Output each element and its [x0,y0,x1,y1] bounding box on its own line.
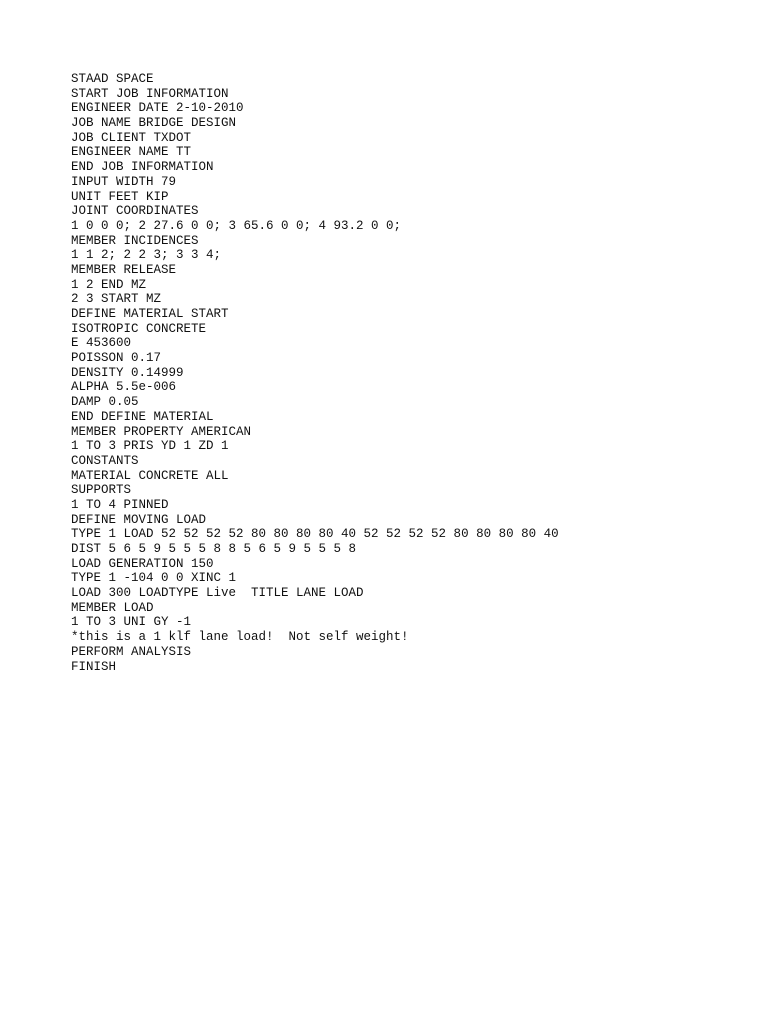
code-line: ISOTROPIC CONCRETE [71,321,207,336]
code-line: INPUT WIDTH 79 [71,174,177,189]
code-line: DEFINE MATERIAL START [71,307,229,321]
code-line: DEFINE MOVING LOAD [71,512,207,527]
code-line: 2 3 START MZ [71,292,162,307]
code-line: ALPHA 5.5e-006 [71,380,177,395]
code-line: POISSON 0.17 [71,351,162,366]
code-line: 1 2 END MZ [71,277,147,292]
code-line: LOAD 300 LOADTYPE Live TITLE LANE LOAD [71,586,364,601]
code-line: JOINT COORDINATES [71,204,199,219]
staad-input-listing [71,72,559,674]
code-line: MEMBER RELEASE [71,262,177,277]
code-line: LOAD GENERATION 150 [71,556,214,571]
code-line: JOB CLIENT TXDOT [71,130,192,145]
code-line: ENGINEER NAME TT [71,145,192,160]
code-line: END JOB INFORMATION [71,160,214,175]
code-line: PERFORM ANALYSIS [71,644,192,659]
code-line: 1 TO 4 PINNED [71,497,169,512]
code-line: 1 0 0 0; 2 27.6 0 0; 3 65.6 0 0; 4 93.2 0 0; [71,218,402,233]
code-line: MEMBER LOAD [71,600,154,615]
code-line: 1 TO 3 PRIS YD 1 ZD 1 [71,439,229,454]
comment-line: *this is a 1 klf lane load! Not self weight! [71,630,409,645]
code-line: UNIT FEET KIP [71,189,169,204]
code-line: JOB NAME BRIDGE DESIGN [71,116,237,131]
code-line: E 453600 [71,336,132,351]
code-line: DENSITY 0.14999 [71,365,184,380]
code-line: TYPE 1 LOAD 52 52 52 52 80 80 80 80 40 52 52 52 52 80 80 80 80 40 [71,527,559,542]
code-line: DAMP 0.05 [71,395,139,410]
code-line: MEMBER INCIDENCES [71,233,199,248]
code-line: TYPE 1 -104 0 0 XINC 1 [71,571,237,586]
code-line: 1 TO 3 UNI GY -1 [71,615,192,630]
code-line: ENGINEER DATE 2-10-2010 [71,101,244,116]
code-line: MATERIAL CONCRETE ALL [71,468,229,483]
code-line: START JOB INFORMATION [71,86,229,101]
code-line: MEMBER PROPERTY AMERICAN [71,424,252,439]
code-line: SUPPORTS [71,483,132,498]
code-line: FINISH [71,659,117,674]
code-line: END DEFINE MATERIAL [71,409,214,424]
code-line: CONSTANTS [71,453,139,468]
code-line: STAAD SPACE [71,72,154,86]
code-line: DIST 5 6 5 9 5 5 5 8 8 5 6 5 9 5 5 5 8 [71,542,357,556]
code-line: 1 1 2; 2 2 3; 3 3 4; [71,248,222,263]
